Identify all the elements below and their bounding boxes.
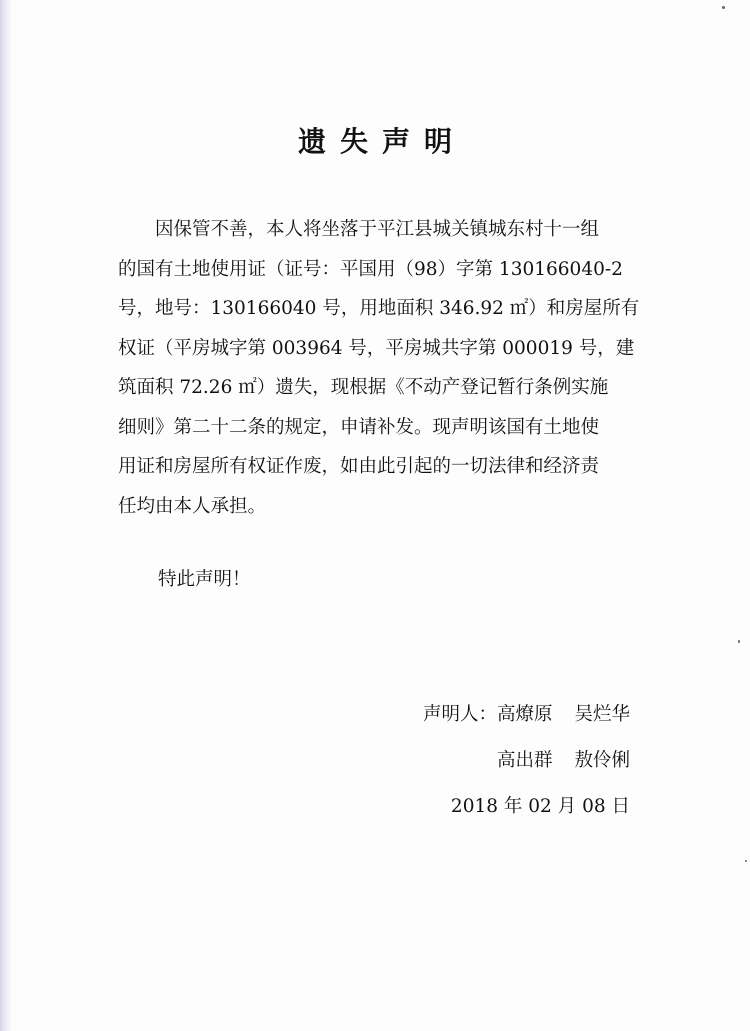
declaration-date: 2018 年 02 月 08 日 [450, 796, 630, 817]
scan-speck [738, 640, 740, 643]
body-line: 号，地号：130166040 号，用地面积 346.92 ㎡）和房屋所有 [118, 298, 640, 319]
body-line: 筑面积 72.26 ㎡）遗失，现根据《不动产登记暂行条例实施 [118, 377, 609, 398]
scan-speck [745, 860, 747, 862]
body-line: 的国有土地使用证（证号：平国用（98）字第 130166040-2 [118, 258, 623, 280]
declarant-name: 高燎原 [496, 704, 553, 725]
declarant-row-1 [423, 700, 630, 726]
declarant-name: 吴烂华 [574, 704, 630, 725]
document-title: 遗失声明 [297, 125, 466, 158]
declarant-name: 敖伶俐 [574, 750, 630, 771]
declaration-body [118, 210, 638, 526]
body-line: 因保管不善，本人将坐落于平江县城关镇城东村十一组 [118, 219, 600, 240]
declarant-name: 高出群 [496, 750, 553, 771]
closing-statement: 特此声明！ [158, 569, 251, 590]
declarant-row-2 [497, 746, 630, 772]
body-line: 细则》第二十二条的规定，申请补发。现声明该国有土地使 [118, 416, 600, 438]
body-line: 用证和房屋所有权证作废，如由此引起的一切法律和经济责 [118, 456, 600, 477]
scan-speck [722, 6, 725, 9]
declarant-label: 声明人： [422, 704, 497, 725]
body-line: 权证（平房城字第 003964 号，平房城共字第 000019 号，建 [118, 337, 635, 359]
body-line: 任均由本人承担。 [118, 495, 267, 517]
